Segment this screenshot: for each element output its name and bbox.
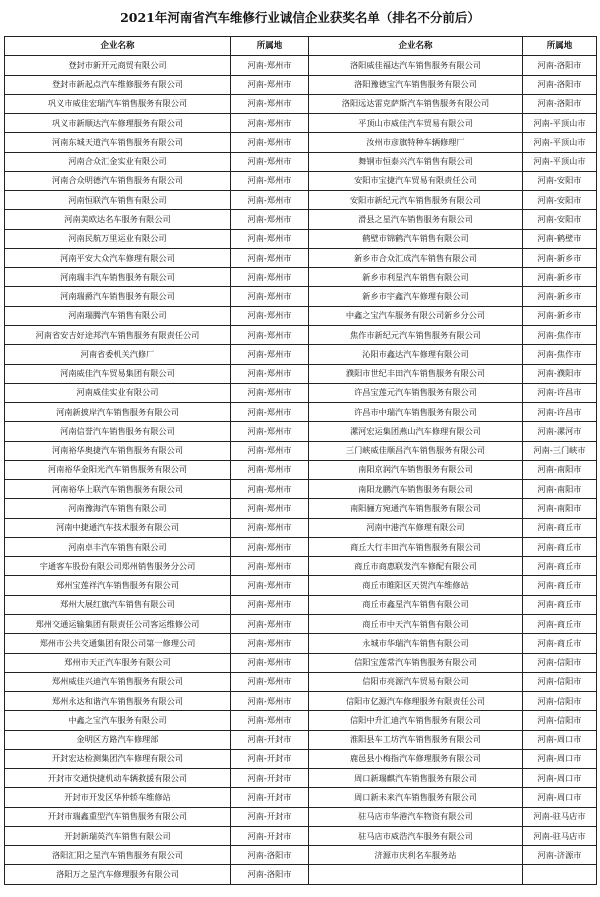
region-cell: 河南-驻马店市	[523, 807, 597, 826]
region-cell: 河南-商丘市	[523, 557, 597, 576]
table-header-row	[5, 37, 597, 56]
company-name-cell: 郑州威佳兴迪汽车销售服务有限公司	[5, 672, 231, 691]
document-title: 2021年河南省汽车维修行业诚信企业获奖名单（排名不分前后）	[120, 10, 480, 25]
table-row	[5, 94, 597, 113]
region-cell: 河南-周口市	[523, 749, 597, 768]
region-cell: 河南-郑州市	[231, 306, 309, 325]
table-row	[5, 499, 597, 518]
company-name-cell: 河南美欧达名车服务有限公司	[5, 210, 231, 229]
company-name-cell: 河南威佳实业有限公司	[5, 383, 231, 402]
company-name-cell: 新乡市利星汽车销售有限公司	[309, 268, 523, 287]
table-row	[5, 191, 597, 210]
region-cell: 河南-漯河市	[523, 422, 597, 441]
table-row	[5, 807, 597, 826]
region-cell: 河南-信阳市	[523, 692, 597, 711]
region-cell: 河南-郑州市	[231, 345, 309, 364]
region-cell: 河南-郑州市	[231, 94, 309, 113]
company-name-cell: 信阳中升汇迪汽车销售服务有限公司	[309, 711, 523, 730]
company-name-cell: 巩义市新顺达汽车修理服务有限公司	[5, 114, 231, 133]
region-cell: 河南-平顶山市	[523, 152, 597, 171]
table-row	[5, 325, 597, 344]
region-cell: 河南-濮阳市	[523, 364, 597, 383]
company-name-cell: 开封宏达检测集团汽车修理有限公司	[5, 749, 231, 768]
table-row	[5, 306, 597, 325]
company-name-cell: 河南豫海汽车销售有限公司	[5, 499, 231, 518]
region-cell: 河南-郑州市	[231, 248, 309, 267]
company-name-cell: 驻马店市威浩汽车服务有限公司	[309, 826, 523, 845]
company-name-cell: 新乡市宇鑫汽车修理有限公司	[309, 287, 523, 306]
company-name-cell: 宇通客车股份有限公司郑州销售服务分公司	[5, 557, 231, 576]
table-row	[5, 537, 597, 556]
company-name-cell: 三门峡威佳顺昌汽车销售服务有限公司	[309, 441, 523, 460]
company-name-cell: 河南裕华上联汽车销售服务有限公司	[5, 480, 231, 499]
company-name-cell: 洛阳万之星汽车修理服务有限公司	[5, 865, 231, 884]
region-cell	[523, 865, 597, 884]
company-name-cell: 郑州宝莲祥汽车销售服务有限公司	[5, 576, 231, 595]
table-row	[5, 171, 597, 190]
region-cell: 河南-周口市	[523, 769, 597, 788]
table-row	[5, 345, 597, 364]
table-row	[5, 460, 597, 479]
region-cell: 河南-周口市	[523, 788, 597, 807]
company-name-cell: 河南省委机关汽修厂	[5, 345, 231, 364]
region-cell: 河南-安阳市	[523, 171, 597, 190]
table-row	[5, 788, 597, 807]
company-name-cell: 河南信誉汽车销售服务有限公司	[5, 422, 231, 441]
table-row	[5, 576, 597, 595]
company-name-cell: 济源市庆利名车服务站	[309, 846, 523, 865]
header-company-name: 企业名称	[309, 37, 523, 56]
company-name-cell: 开封新瑞英汽车销售有限公司	[5, 826, 231, 845]
company-name-cell: 巩义市威佳宏瑞汽车销售服务有限公司	[5, 94, 231, 113]
region-cell: 河南-郑州市	[231, 480, 309, 499]
company-name-cell: 南阳京润汽车销售服务有限公司	[309, 460, 523, 479]
header-region: 所属地	[523, 37, 597, 56]
region-cell: 河南-商丘市	[523, 518, 597, 537]
company-name-cell: 开封市交通快捷机动车辆救援有限公司	[5, 769, 231, 788]
company-name-cell: 河南瑞丰汽车销售服务有限公司	[5, 268, 231, 287]
company-name-cell: 许昌宝莲元汽车销售服务有限公司	[309, 383, 523, 402]
region-cell: 河南-焦作市	[523, 345, 597, 364]
region-cell: 河南-郑州市	[231, 518, 309, 537]
company-name-cell: 郑州市公共交通集团有限公司第一修理公司	[5, 634, 231, 653]
company-name-cell: 河南瑞爵汽车销售服务有限公司	[5, 287, 231, 306]
company-name-cell: 河南裕华金阳光汽车销售服务有限公司	[5, 460, 231, 479]
region-cell: 河南-新乡市	[523, 287, 597, 306]
region-cell: 河南-商丘市	[523, 576, 597, 595]
region-cell: 河南-郑州市	[231, 114, 309, 133]
company-name-cell: 漯河宏运集团燕山汽车修理有限公司	[309, 422, 523, 441]
company-name-cell: 焦作市新纪元汽车销售服务有限公司	[309, 325, 523, 344]
region-cell: 河南-信阳市	[523, 653, 597, 672]
company-name-cell: 登封市新起点汽车维修服务有限公司	[5, 75, 231, 94]
region-cell: 河南-郑州市	[231, 537, 309, 556]
region-cell: 河南-新乡市	[523, 306, 597, 325]
company-name-cell: 河南东城天道汽车销售服务有限公司	[5, 133, 231, 152]
region-cell: 河南-郑州市	[231, 75, 309, 94]
region-cell: 河南-信阳市	[523, 672, 597, 691]
region-cell: 河南-焦作市	[523, 325, 597, 344]
table-row	[5, 769, 597, 788]
company-name-cell: 河南裕华奥捷汽车销售服务有限公司	[5, 441, 231, 460]
company-name-cell: 郑州永达和谐汽车销售服务有限公司	[5, 692, 231, 711]
region-cell: 河南-郑州市	[231, 672, 309, 691]
table-row	[5, 557, 597, 576]
region-cell: 河南-郑州市	[231, 210, 309, 229]
company-name-cell: 郑州市天正汽车服务有限公司	[5, 653, 231, 672]
company-name-cell: 河南中捷通汽车技术服务有限公司	[5, 518, 231, 537]
region-cell: 河南-开封市	[231, 749, 309, 768]
region-cell: 河南-郑州市	[231, 460, 309, 479]
company-name-cell: 滑县之星汽车销售服务有限公司	[309, 210, 523, 229]
table-row	[5, 711, 597, 730]
table-row	[5, 364, 597, 383]
table-row	[5, 634, 597, 653]
region-cell: 河南-郑州市	[231, 557, 309, 576]
table-row	[5, 672, 597, 691]
region-cell: 河南-郑州市	[231, 383, 309, 402]
region-cell: 河南-郑州市	[231, 171, 309, 190]
company-name-cell: 河南省安吉好途邦汽车销售服务有限责任公司	[5, 325, 231, 344]
company-name-cell: 河南平安大众汽车修理有限公司	[5, 248, 231, 267]
region-cell: 河南-商丘市	[523, 634, 597, 653]
table-row	[5, 268, 597, 287]
company-name-cell	[309, 865, 523, 884]
region-cell: 河南-郑州市	[231, 595, 309, 614]
region-cell: 河南-三门峡市	[523, 441, 597, 460]
company-name-cell: 河南卓丰汽车销售有限公司	[5, 537, 231, 556]
table-row	[5, 518, 597, 537]
company-name-cell: 金明区方路汽车修理部	[5, 730, 231, 749]
company-name-cell: 舞钢市恒泰兴汽车销售有限公司	[309, 152, 523, 171]
region-cell: 河南-郑州市	[231, 287, 309, 306]
company-name-cell: 沁阳市鑫达汽车修理有限公司	[309, 345, 523, 364]
company-name-cell: 河南中港汽车修理有限公司	[309, 518, 523, 537]
table-row	[5, 114, 597, 133]
region-cell: 河南-平顶山市	[523, 133, 597, 152]
company-name-cell: 许昌市中瑞汽车销售服务有限公司	[309, 403, 523, 422]
region-cell: 河南-郑州市	[231, 692, 309, 711]
region-cell: 河南-鹤壁市	[523, 229, 597, 248]
company-name-cell: 开封市开发区华仲轿车维修站	[5, 788, 231, 807]
region-cell: 河南-新乡市	[523, 248, 597, 267]
table-row	[5, 210, 597, 229]
company-name-cell: 安阳市宝捷汽车贸易有限责任公司	[309, 171, 523, 190]
table-row	[5, 248, 597, 267]
region-cell: 河南-南阳市	[523, 460, 597, 479]
region-cell: 河南-安阳市	[523, 191, 597, 210]
table-row	[5, 441, 597, 460]
company-name-cell: 淮阳县车工坊汽车销售服务有限公司	[309, 730, 523, 749]
company-name-cell: 商丘市中天汽车销售有限公司	[309, 614, 523, 633]
company-name-cell: 河南瑞腾汽车销售有限公司	[5, 306, 231, 325]
company-name-cell: 鹿邑县小梅指汽车修理服务有限公司	[309, 749, 523, 768]
region-cell: 河南-开封市	[231, 826, 309, 845]
table-row	[5, 692, 597, 711]
region-cell: 河南-平顶山市	[523, 114, 597, 133]
region-cell: 河南-洛阳市	[523, 56, 597, 75]
region-cell: 河南-郑州市	[231, 152, 309, 171]
region-cell: 河南-郑州市	[231, 133, 309, 152]
region-cell: 河南-开封市	[231, 807, 309, 826]
region-cell: 河南-周口市	[523, 730, 597, 749]
table-row	[5, 229, 597, 248]
region-cell: 河南-许昌市	[523, 383, 597, 402]
table-row	[5, 403, 597, 422]
company-name-cell: 周口新未来汽车销售服务有限公司	[309, 788, 523, 807]
region-cell: 河南-许昌市	[523, 403, 597, 422]
company-name-cell: 河南新披岸汽车销售服务有限公司	[5, 403, 231, 422]
company-name-cell: 郑州交通运输集团有限责任公司客运维修公司	[5, 614, 231, 633]
region-cell: 河南-驻马店市	[523, 826, 597, 845]
company-name-cell: 河南合众明德汽车销售服务有限公司	[5, 171, 231, 190]
table-row	[5, 749, 597, 768]
company-name-cell: 鹤壁市锦鹤汽车销售有限公司	[309, 229, 523, 248]
table-row	[5, 614, 597, 633]
company-name-cell: 驻马店市华港汽车物资有限公司	[309, 807, 523, 826]
company-name-cell: 周口新瑞麒汽车销售服务有限公司	[309, 769, 523, 788]
region-cell: 河南-郑州市	[231, 325, 309, 344]
region-cell: 河南-洛阳市	[231, 865, 309, 884]
company-name-cell: 商丘市商惠联发汽车修配有限公司	[309, 557, 523, 576]
company-name-cell: 信阳市亮源汽车贸易有限公司	[309, 672, 523, 691]
table-row	[5, 133, 597, 152]
header-region: 所属地	[231, 37, 309, 56]
table-row	[5, 422, 597, 441]
region-cell: 河南-郑州市	[231, 422, 309, 441]
region-cell: 河南-郑州市	[231, 441, 309, 460]
region-cell: 河南-商丘市	[523, 595, 597, 614]
company-name-cell: 南阳龙鹏汽车销售服务有限公司	[309, 480, 523, 499]
company-name-cell: 中鑫之宝汽车服务有限公司新乡分公司	[309, 306, 523, 325]
company-name-cell: 河南民航万里运业有限公司	[5, 229, 231, 248]
company-name-cell: 登封市新开元商贸有限公司	[5, 56, 231, 75]
table-row	[5, 846, 597, 865]
region-cell: 河南-郑州市	[231, 191, 309, 210]
region-cell: 河南-郑州市	[231, 634, 309, 653]
region-cell: 河南-郑州市	[231, 653, 309, 672]
company-name-cell: 平顶山市威佳汽车贸易有限公司	[309, 114, 523, 133]
table-row	[5, 595, 597, 614]
company-name-cell: 中鑫之宝汽车服务有限公司	[5, 711, 231, 730]
company-name-cell: 永城市华瑞汽车销售有限公司	[309, 634, 523, 653]
table-row	[5, 287, 597, 306]
company-name-cell: 洛阳豫德宝汽车销售服务有限公司	[309, 75, 523, 94]
company-name-cell: 洛阳威佳福达汽车销售服务有限公司	[309, 56, 523, 75]
table-row	[5, 56, 597, 75]
company-name-cell: 洛阳汇阳之星汽车销售服务有限公司	[5, 846, 231, 865]
company-name-cell: 商丘市睢阳区天贺汽车维修站	[309, 576, 523, 595]
region-cell: 河南-商丘市	[523, 537, 597, 556]
region-cell: 河南-郑州市	[231, 576, 309, 595]
region-cell: 河南-信阳市	[523, 711, 597, 730]
company-name-cell: 商丘市鑫星汽车销售有限公司	[309, 595, 523, 614]
region-cell: 河南-南阳市	[523, 480, 597, 499]
table-row	[5, 152, 597, 171]
table-row	[5, 383, 597, 402]
region-cell: 河南-南阳市	[523, 499, 597, 518]
company-name-cell: 商丘大行丰田汽车销售服务有限公司	[309, 537, 523, 556]
company-name-cell: 信阳市亿源汽车修理服务有限责任公司	[309, 692, 523, 711]
company-name-cell: 安阳市新纪元汽车销售服务有限公司	[309, 191, 523, 210]
company-name-cell: 洛阳远达雷克萨斯汽车销售服务有限公司	[309, 94, 523, 113]
company-name-cell: 汝州市彦旗特种车辆修理厂	[309, 133, 523, 152]
region-cell: 河南-郑州市	[231, 403, 309, 422]
table-row	[5, 730, 597, 749]
region-cell: 河南-开封市	[231, 730, 309, 749]
region-cell: 河南-开封市	[231, 788, 309, 807]
awardee-table	[4, 36, 597, 885]
region-cell: 河南-郑州市	[231, 499, 309, 518]
header-company-name: 企业名称	[5, 37, 231, 56]
company-name-cell: 濮阳市世纪丰田汽车销售服务有限公司	[309, 364, 523, 383]
region-cell: 河南-郑州市	[231, 268, 309, 287]
table-row	[5, 75, 597, 94]
region-cell: 河南-开封市	[231, 769, 309, 788]
region-cell: 河南-商丘市	[523, 614, 597, 633]
company-name-cell: 信阳宝莲常汽车销售服务有限公司	[309, 653, 523, 672]
region-cell: 河南-洛阳市	[231, 846, 309, 865]
company-name-cell: 南阳骊方宛通汽车销售服务有限公司	[309, 499, 523, 518]
region-cell: 河南-郑州市	[231, 56, 309, 75]
company-name-cell: 河南威佳汽车贸易集团有限公司	[5, 364, 231, 383]
region-cell: 河南-洛阳市	[523, 94, 597, 113]
region-cell: 河南-郑州市	[231, 614, 309, 633]
company-name-cell: 河南恒联汽车销售有限公司	[5, 191, 231, 210]
company-name-cell: 开封市瑞鑫重型汽车销售服务有限公司	[5, 807, 231, 826]
table-row	[5, 480, 597, 499]
company-name-cell: 郑州大展红旗汽车销售有限公司	[5, 595, 231, 614]
region-cell: 河南-郑州市	[231, 711, 309, 730]
region-cell: 河南-郑州市	[231, 364, 309, 383]
region-cell: 河南-济源市	[523, 846, 597, 865]
company-name-cell: 新乡市合众汇成汽车销售有限公司	[309, 248, 523, 267]
table-row	[5, 826, 597, 845]
region-cell: 河南-洛阳市	[523, 75, 597, 94]
table-row	[5, 653, 597, 672]
region-cell: 河南-郑州市	[231, 229, 309, 248]
region-cell: 河南-新乡市	[523, 268, 597, 287]
region-cell: 河南-安阳市	[523, 210, 597, 229]
company-name-cell: 河南合众汇金实业有限公司	[5, 152, 231, 171]
table-row	[5, 865, 597, 884]
